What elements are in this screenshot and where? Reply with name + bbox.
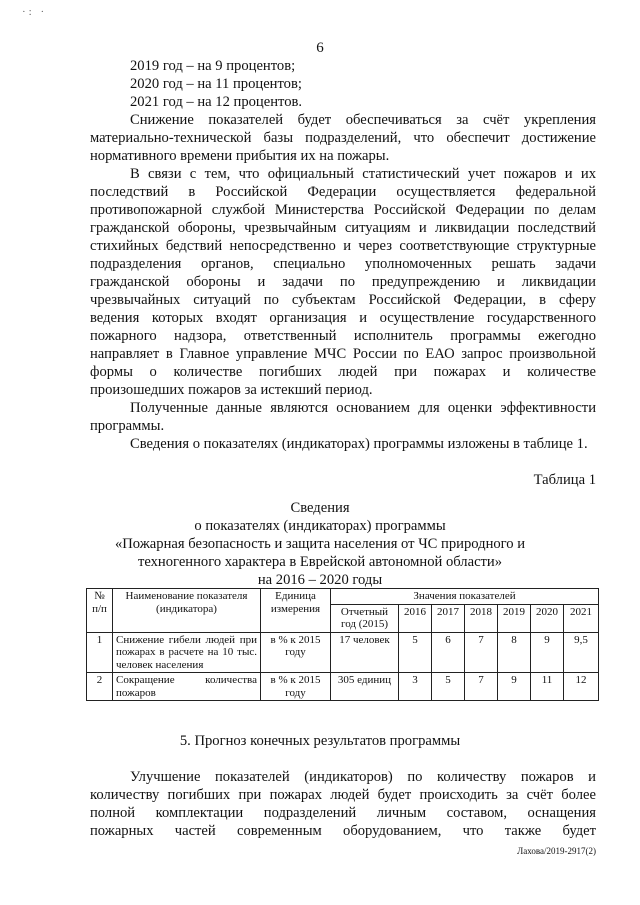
header-year: 2016 [399,604,432,632]
page-number: 6 [316,40,324,56]
header-unit: Единица измерения [261,589,331,633]
row-value: 6 [432,632,465,673]
indicators-table [86,588,599,701]
text-line: стихийных бедствий непосредственно и через соответствующие структурные [90,238,596,254]
scan-marks: ·: · [22,6,48,18]
header-values: Значения показателей [331,589,599,605]
row-base: 305 единиц [331,673,399,701]
text-line: количеству погибших при пожарах людей будет происходить за счёт более [90,787,596,803]
text-line: произошедших пожаров за истекший период. [90,382,373,398]
text-line: нормативного времени прибытия их на пожары. [90,148,390,164]
text-line: Снижение показателей будет обеспечиваться за счёт укрепления [130,112,596,128]
header-year: 2020 [531,604,564,632]
text-line: программы. [90,418,165,434]
row-number: 1 [87,632,113,673]
text-line: 2021 год – на 12 процентов. [130,94,303,110]
row-value: 9 [498,673,531,701]
header-year: 2018 [465,604,498,632]
header-year: 2017 [432,604,465,632]
header-year: 2021 [564,604,599,632]
text-line: подразделения органов, специально уполномоченных решать задачи [90,256,596,272]
footer-reference: Лахова/2019-2917(2) [517,846,596,856]
header-number: № п/п [87,589,113,633]
text-line: материально-технической базы подразделений, что обеспечит достижение [90,130,596,146]
row-value: 7 [465,632,498,673]
row-value: 3 [399,673,432,701]
text-line: противопожарной службой Министерства Российской Федерации по делам [90,202,596,218]
table-label: Таблица 1 [533,472,596,488]
row-value: 9 [531,632,564,673]
row-value: 5 [432,673,465,701]
row-number: 2 [87,673,113,701]
text-line: 2020 год – на 11 процентов; [130,76,302,92]
text-line: 2019 год – на 9 процентов; [130,58,296,74]
text-line: пожарных частей современным оборудованием, что также будет [90,823,596,839]
row-value: 9,5 [564,632,599,673]
table-title: о показателях (индикаторах) программы [194,518,446,534]
row-name: Сокращение количества пожаров [113,673,261,701]
row-value: 12 [564,673,599,701]
row-value: 8 [498,632,531,673]
table-row [87,673,599,701]
row-value: 11 [531,673,564,701]
header-year: 2019 [498,604,531,632]
table-title: «Пожарная безопасность и защита населения от ЧС природного и [114,536,526,552]
table-title: Сведения [290,500,350,516]
text-line: пожарного надзора, ответственный исполнитель программы ежегодно [90,328,596,344]
text-line: формы о количестве погибших людей при пожарах и количестве [90,364,596,380]
header-name: Наименование показателя (индикатора) [113,589,261,633]
table-title: на 2016 – 2020 годы [257,572,383,588]
row-unit: в % к 2015 году [261,673,331,701]
text-line: последствий в Российской Федерации осуществляется федеральной [90,184,596,200]
row-base: 17 человек [331,632,399,673]
text-line: полной комплектации подразделений личным составом, оснащения [90,805,596,821]
text-line: Сведения о показателях (индикаторах) программы изложены в таблице 1. [130,436,588,452]
text-line: гражданской обороны и задачи по предупреждению и ликвидации [90,274,596,290]
text-line: ведения которых входят организация и осуществление государственного [90,310,596,326]
row-value: 5 [399,632,432,673]
text-line: чрезвычайных ситуаций по субъектам Российской Федерации, в сферу [90,292,596,308]
row-name: Снижение гибели людей при пожарах в расчете на 10 тыс. человек населения [113,632,261,673]
table-title: техногенного характера в Еврейской автономной области» [137,554,503,570]
text-line: Полученные данные являются основанием для оценки эффективности [130,400,596,416]
row-unit: в % к 2015 году [261,632,331,673]
text-line: гражданской обороны, чрезвычайным ситуациям и ликвидации последствий [90,220,596,236]
header-base-year: Отчетный год (2015) [331,604,399,632]
table-row [87,632,599,673]
section-heading: 5. Прогноз конечных результатов программы [179,733,461,749]
text-line: Улучшение показателей (индикаторов) по количеству пожаров и [130,769,596,785]
row-value: 7 [465,673,498,701]
text-line: В связи с тем, что официальный статистический учет пожаров и их [130,166,596,182]
text-line: направляет в Главное управление МЧС России по ЕАО запрос произвольной [90,346,596,362]
